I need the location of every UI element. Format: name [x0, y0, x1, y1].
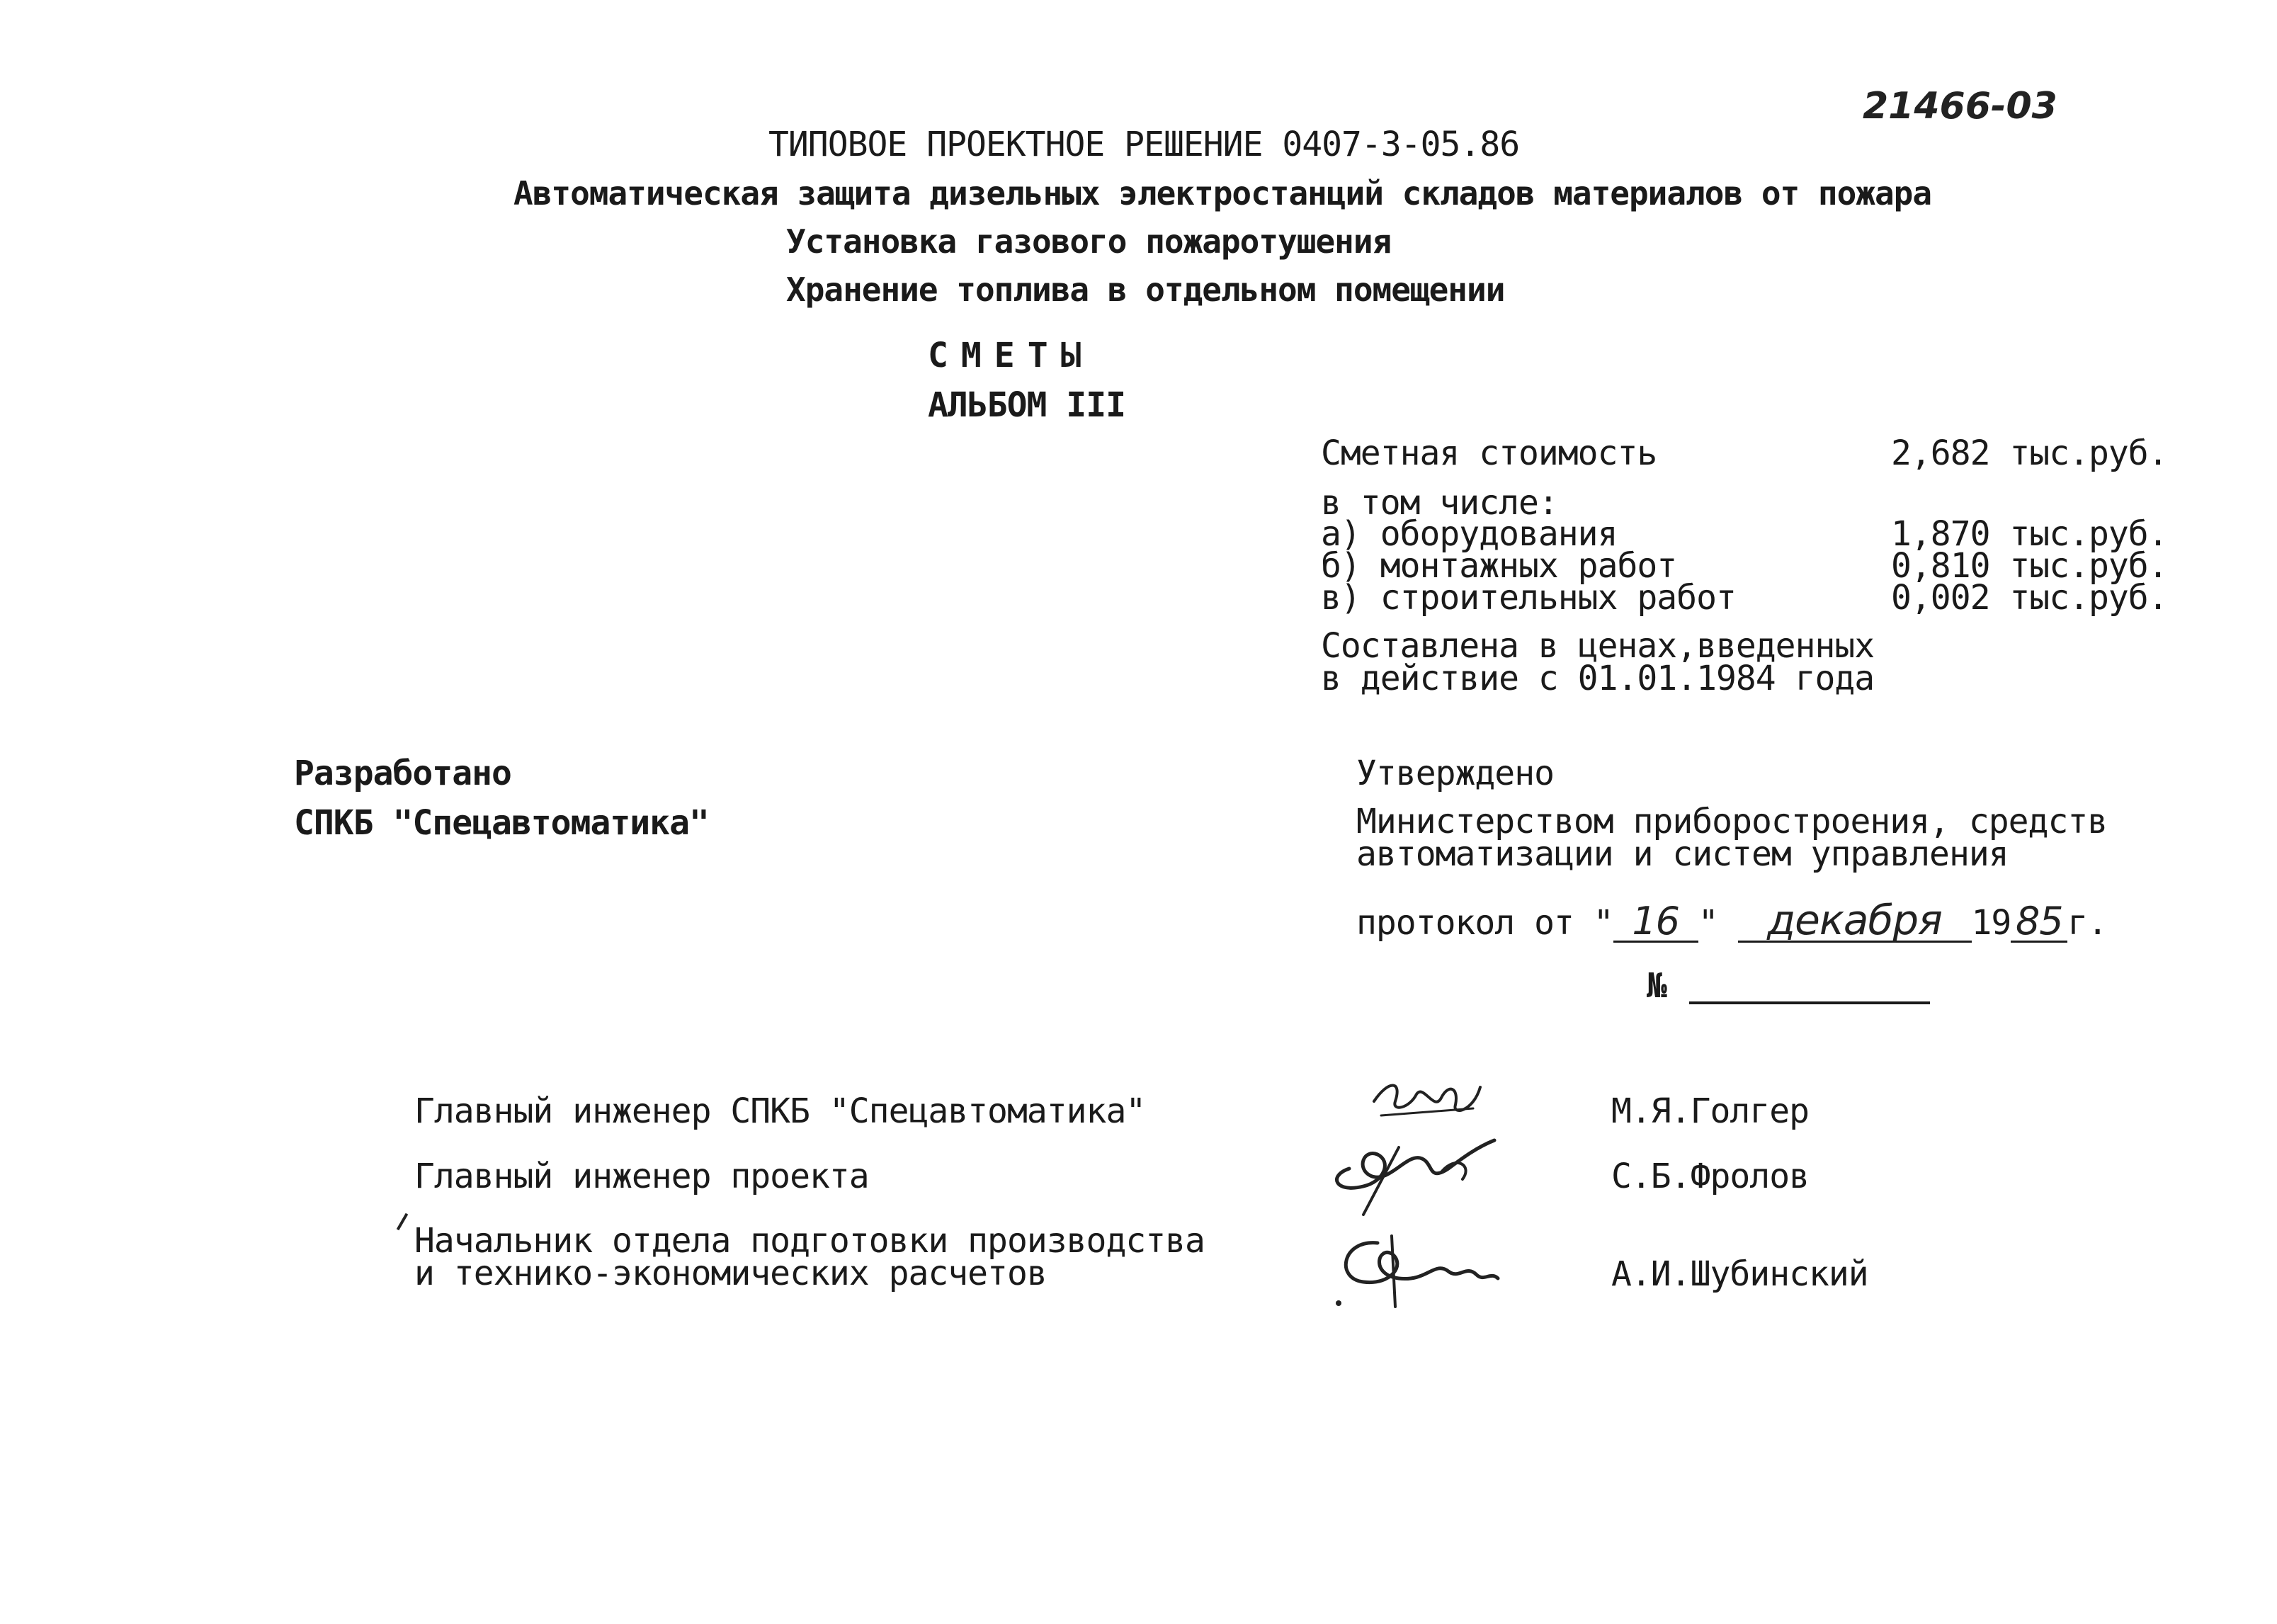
- title-subject: Автоматическая защита дизельных электростанций складов материалов от пожара: [513, 174, 1932, 212]
- signer-name-golger: М.Я.Голгер: [1611, 1091, 1809, 1131]
- approved-label: Утверждено: [1356, 754, 1554, 793]
- cost-item-installation-value: 0,810 тыс.руб.: [1891, 546, 2168, 586]
- protocol-line: [1356, 896, 2108, 944]
- protocol-year: 85: [2011, 902, 2067, 943]
- title-estimates: СМЕТЫ: [928, 336, 1094, 375]
- cost-including-label: в том числе:: [1321, 483, 1558, 523]
- signature-golger-icon: [1367, 1073, 1494, 1130]
- title-album: АЛЬБОМ III: [928, 385, 1125, 425]
- protocol-suffix: г.: [2067, 903, 2108, 943]
- approved-org-line1: Министерством приборостроения, средств: [1356, 802, 2108, 841]
- signer-name-frolov: С.Б.Фролов: [1611, 1157, 1809, 1196]
- protocol-quote: ": [1698, 903, 1718, 943]
- prices-note-line2: в действие с 01.01.1984 года: [1321, 659, 1875, 698]
- prices-note-line1: Составлена в ценах,введенных: [1321, 626, 1875, 666]
- signature-frolov-icon: [1321, 1126, 1505, 1218]
- approved-org-line2: автоматизации и систем управления: [1356, 834, 2009, 874]
- title-installation: Установка газового пожаротушения: [786, 222, 1392, 261]
- protocol-prefix: протокол от ": [1356, 903, 1613, 943]
- signer-role-project-engineer: Главный инженер проекта: [414, 1157, 869, 1196]
- signer-role-department-head-line2: и технико-экономических расчетов: [414, 1254, 1047, 1293]
- signer-role-department-head-line1: Начальник отдела подготовки производства: [414, 1221, 1205, 1261]
- protocol-number-blank: [1689, 1001, 1930, 1004]
- signer-role-chief-engineer: Главный инженер СПКБ "Спецавтоматика": [414, 1091, 1146, 1131]
- protocol-month: декабря: [1738, 899, 1972, 943]
- cost-item-construction-value: 0,002 тыс.руб.: [1891, 578, 2168, 618]
- protocol-year-prefix: 19: [1971, 903, 2011, 943]
- cost-total-value: 2,682 тыс.руб.: [1891, 433, 2168, 473]
- signer-name-shubinsky: А.И.Шубинский: [1611, 1254, 1868, 1294]
- protocol-day: 16: [1613, 902, 1698, 943]
- cost-item-equipment-label: а) оборудования: [1321, 514, 1618, 554]
- cost-item-installation-label: б) монтажных работ: [1321, 546, 1677, 586]
- title-storage: Хранение топлива в отдельном помещении: [786, 271, 1505, 309]
- cost-item-construction-label: в) строительных работ: [1321, 578, 1736, 618]
- cost-total-label: Сметная стоимость: [1321, 433, 1657, 473]
- developed-org: СПКБ "Спецавтоматика": [294, 803, 709, 843]
- protocol-number-sign: №: [1647, 966, 1666, 1006]
- title-standard-design: ТИПОВОЕ ПРОЕКТНОЕ РЕШЕНИЕ 0407-3-05.86: [768, 125, 1520, 164]
- tick-mark: [397, 1213, 408, 1231]
- cost-item-equipment-value: 1,870 тыс.руб.: [1891, 514, 2168, 554]
- signature-shubinsky-icon: [1328, 1222, 1505, 1314]
- document-number: 21466-03: [1863, 85, 2057, 127]
- developed-label: Разработано: [294, 754, 511, 793]
